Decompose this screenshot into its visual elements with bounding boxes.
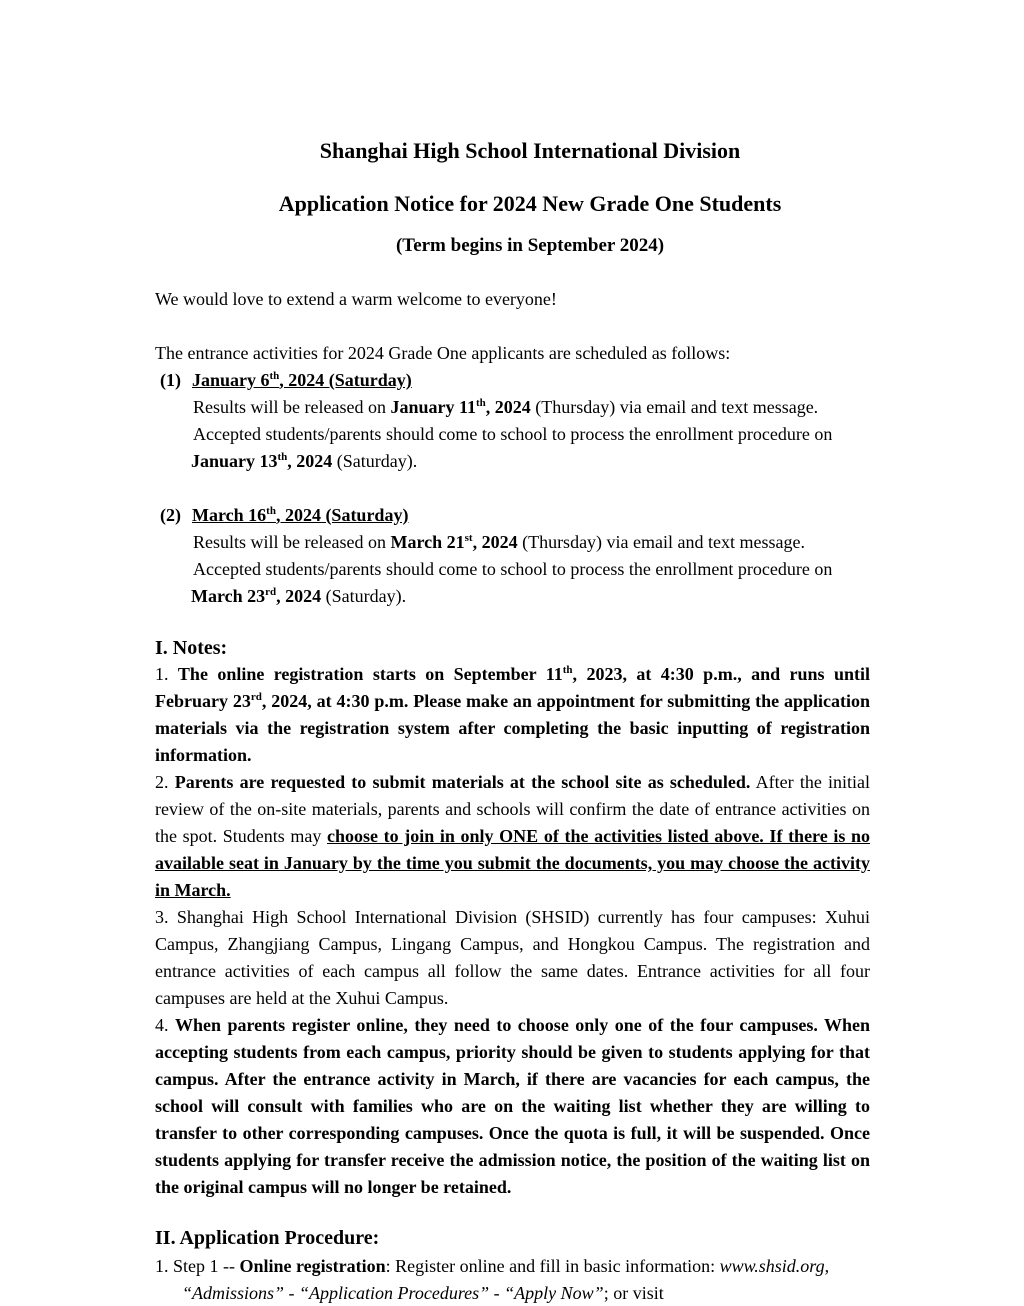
schedule-lead: The entrance activities for 2024 Grade One applicants are scheduled as follows: xyxy=(155,343,731,363)
activity-1-results: Results will be released on January 11th, 2024 (Thursday) via email and text message. xyxy=(193,397,819,417)
notes-heading: I. Notes: xyxy=(155,637,228,659)
school-title: Shanghai High School International Division xyxy=(319,138,741,163)
activity-2-enroll-line: Accepted students/parents should come to school to process the enrollment procedure on xyxy=(193,559,833,579)
notice-title: Application Notice for 2024 New Grade One Students xyxy=(278,191,782,216)
activity-2-number: (2) xyxy=(160,505,181,525)
step-1-path-line: “Admissions” - “Application Procedures” - “Apply Now”; or visit xyxy=(182,1283,664,1303)
term-subtitle: (Term begins in September 2024) xyxy=(395,235,665,256)
step-1-line: 1. Step 1 -- Online registration: Register online and fill in basic information: www.shsid.org, xyxy=(155,1256,830,1276)
note-1: 1. The online registration starts on September 11th, 2023, at 4:30 p.m., and runs until February 23rd, 2024, at 4:30 p.m. Please make an appointment for submitting the application materials via the registration system after completing the basic inputting of registration information. xyxy=(155,664,871,765)
welcome-text: We would love to extend a warm welcome to everyone! xyxy=(155,289,557,309)
activity-1-date: January 6th, 2024 (Saturday) xyxy=(192,370,412,390)
activity-1-number: (1) xyxy=(160,370,181,390)
activity-2-results: Results will be released on March 21st, 2024 (Thursday) via email and text message. xyxy=(193,532,805,552)
note-4: 4. When parents register online, they need to choose only one of the four campuses. When accepting students from each campus, priority should be given to students applying for that campus. After the entrance activity in March, if there are vacancies for each campus, the school will consult with families who are on the waiting list whether they are willing to transfer to other corresponding campuses. Once the quota is full, it will be suspended. Once students applying for transfer receive the admission notice, the position of the waiting list on the original campus will no longer be retained. xyxy=(155,1015,870,1197)
activity-2-date: March 16th, 2024 (Saturday) xyxy=(192,505,409,525)
activity-1-enroll-date: January 13th, 2024 (Saturday). xyxy=(191,451,418,471)
note-3: 3. Shanghai High School International Division (SHSID) currently has four campuses: Xuhui Campus, Zhangjiang Campus, Lingang Campus, and Hongkou Campus. The registration and entrance activities of each campus all follow the same dates. Entrance activities for all four campuses are held at the Xuhui Campus. xyxy=(155,907,870,1008)
procedure-heading: II. Application Procedure: xyxy=(155,1227,380,1249)
note-2: 2. Parents are requested to submit materials at the school site as scheduled. After the initial review of the on-site materials, parents and schools will confirm the date of entrance activities on the spot. Students may choose to join in only ONE of the activities listed above. If there is no available seat in January by the time you submit the documents, you may choose the activity in March. xyxy=(155,772,871,900)
activity-2-enroll-date: March 23rd, 2024 (Saturday). xyxy=(191,586,407,606)
shsid-url-link[interactable]: www.shsid.org, xyxy=(719,1256,830,1276)
activity-1-enroll-line: Accepted students/parents should come to school to process the enrollment procedure on xyxy=(193,424,833,444)
